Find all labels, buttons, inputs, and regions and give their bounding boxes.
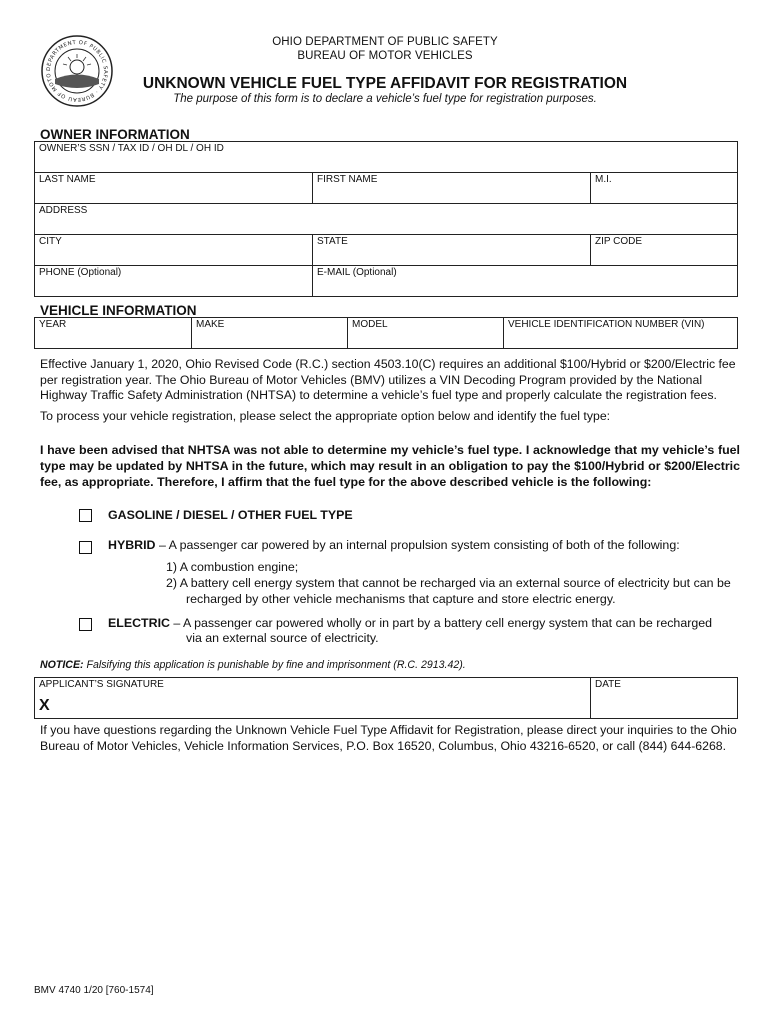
zip-code-label: ZIP CODE — [595, 236, 643, 247]
notice — [40, 659, 466, 671]
form-subtitle: The purpose of this form is to declare a vehicle’s fuel type for registration purposes. — [173, 93, 597, 105]
last-name-label: LAST NAME — [39, 174, 96, 185]
email-field[interactable] — [313, 266, 738, 297]
date-label: DATE — [595, 679, 621, 690]
vehicle-info-table — [34, 317, 738, 349]
date-field[interactable] — [591, 678, 738, 719]
zip-code-field[interactable] — [591, 235, 738, 266]
vin-label: VEHICLE IDENTIFICATION NUMBER (VIN) — [508, 319, 705, 330]
vehicle-info-heading: VEHICLE INFORMATION — [40, 303, 197, 318]
gasoline-checkbox[interactable] — [79, 509, 92, 522]
hybrid-option-text: – A passenger car powered by an internal propulsion system consisting of both of the following: — [155, 538, 680, 552]
signature-field[interactable] — [35, 678, 591, 719]
electric-option — [108, 616, 738, 632]
address-label: ADDRESS — [39, 205, 88, 216]
year-field[interactable] — [35, 318, 192, 349]
department-name: OHIO DEPARTMENT OF PUBLIC SAFETY — [272, 36, 498, 48]
effective-paragraph: Effective January 1, 2020, Ohio Revised Code (R.C.) section 4503.10(C) requires an additional $100/Hybrid or $200/Electric fee per registration year. The Ohio Bureau of Motor Vehicles (BMV) utilizes a VIN Decoding Program provided by the National Highway Traffic Safety Administration (NHTSA) to determine a vehicle’s fuel type and properly calculate the registration fees. — [40, 357, 736, 402]
make-field[interactable] — [192, 318, 348, 349]
email-label: E-MAIL (Optional) — [317, 267, 397, 278]
middle-initial-label: M.I. — [595, 174, 612, 185]
phone-label: PHONE (Optional) — [39, 267, 122, 278]
middle-initial-field[interactable] — [591, 173, 738, 204]
notice-label: NOTICE: — [40, 659, 84, 671]
hybrid-item-2-line-2: recharged by other vehicle mechanisms that capture and store electric energy. — [186, 592, 616, 606]
contact-paragraph: If you have questions regarding the Unknown Vehicle Fuel Type Affidavit for Registration, please direct your inquiries to the Ohio Bureau of Motor Vehicles, Vehicle Information Services, P.O. Box 16520, Columbus, Ohio 43216-6520, or call (844) 644-6268. — [40, 723, 737, 753]
signature-label: APPLICANT’S SIGNATURE — [39, 679, 164, 690]
notice-text: Falsifying this application is punishable by fine and imprisonment (R.C. 2913.42). — [83, 659, 466, 671]
signature-table — [34, 677, 738, 719]
first-name-field[interactable] — [313, 173, 591, 204]
make-label: MAKE — [196, 319, 225, 330]
hybrid-checkbox[interactable] — [79, 541, 92, 554]
year-label: YEAR — [39, 319, 67, 330]
electric-checkbox[interactable] — [79, 618, 92, 631]
hybrid-item-1: 1) A combustion engine; — [166, 560, 299, 574]
address-field[interactable] — [35, 204, 738, 235]
svg-text:DEPARTMENT OF PUBLIC SAFETY ·: DEPARTMENT OF PUBLIC SAFETY · BUREAU OF MOTO — [45, 39, 109, 103]
bureau-name: BUREAU OF MOTOR VEHICLES — [297, 50, 473, 62]
first-name-label: FIRST NAME — [317, 174, 378, 185]
phone-field[interactable] — [35, 266, 313, 297]
affirmation-paragraph: I have been advised that NHTSA was not able to determine my vehicle’s fuel type. I acknowledge that my vehicle’s fuel type may be updated by NHTSA in the future, which may result in an obligation to pay the $100/Hybrid or $200/Electric fee, as appropriate. Therefore, I affirm that the fuel type for the above described vehicle is the following: — [40, 443, 740, 489]
instruction-paragraph: To process your vehicle registration, please select the appropriate option below and identify the fuel type: — [40, 409, 611, 423]
owner-info-heading: OWNER INFORMATION — [40, 127, 190, 142]
signature-x-mark: X — [39, 697, 50, 714]
city-label: CITY — [39, 236, 62, 247]
electric-option-text-line-1: – A passenger car powered wholly or in part by a battery cell energy system that can be recharged — [169, 616, 713, 630]
vin-field[interactable] — [504, 318, 738, 349]
hybrid-item-2-line-1: 2) A battery cell energy system that cannot be recharged via an external source of electricity but can be — [166, 576, 731, 590]
gasoline-option-label: GASOLINE / DIESEL / OTHER FUEL TYPE — [108, 508, 353, 522]
form-number: BMV 4740 1/20 [760-1574] — [34, 985, 154, 996]
electric-option-label: ELECTRIC — [108, 616, 170, 630]
owner-info-table — [34, 141, 738, 297]
last-name-field[interactable] — [35, 173, 313, 204]
electric-option-text-line-2: via an external source of electricity. — [186, 631, 379, 645]
owner-id-field[interactable] — [35, 142, 738, 173]
city-field[interactable] — [35, 235, 313, 266]
hybrid-option-label: HYBRID — [108, 538, 156, 552]
form-title: UNKNOWN VEHICLE FUEL TYPE AFFIDAVIT FOR REGISTRATION — [142, 75, 628, 92]
owner-id-label: OWNER’S SSN / TAX ID / OH DL / OH ID — [39, 143, 224, 154]
state-label: STATE — [317, 236, 348, 247]
model-label: MODEL — [352, 319, 388, 330]
hybrid-option — [108, 538, 738, 554]
model-field[interactable] — [348, 318, 504, 349]
state-field[interactable] — [313, 235, 591, 266]
